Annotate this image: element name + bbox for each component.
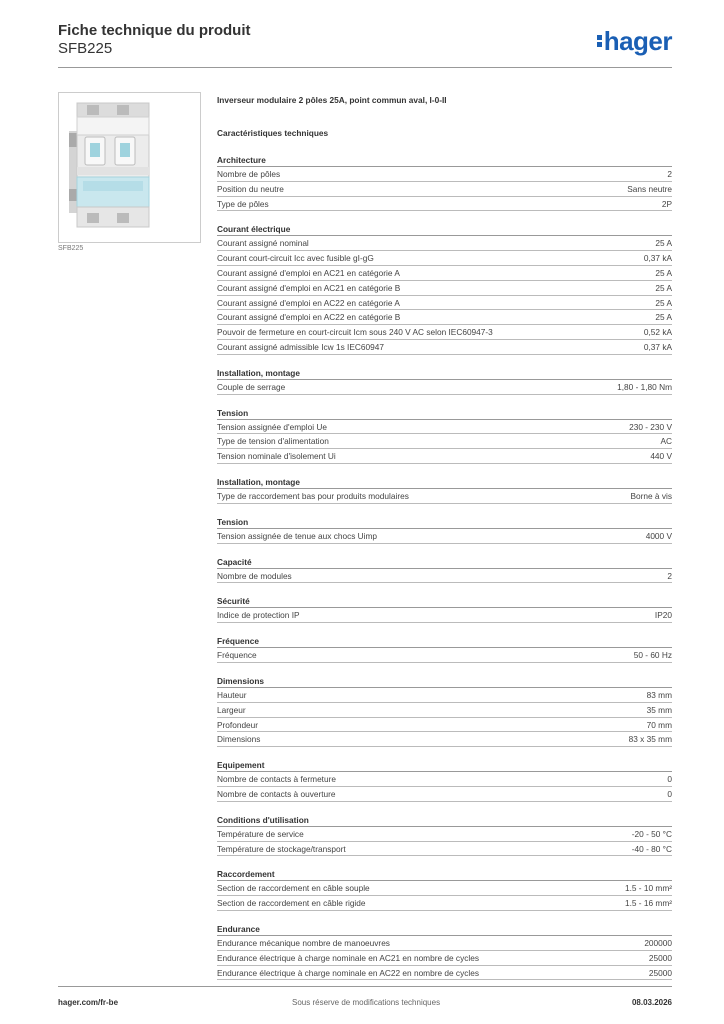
spec-row [217,936,672,951]
spec-row [217,966,672,981]
spec-value: -40 - 80 °C [631,843,672,854]
spec-label: Nombre de pôles [217,169,281,179]
spec-value: 2 [667,169,672,179]
spec-section [217,868,672,911]
spec-row [217,608,672,623]
section-heading: Courant électrique [217,223,672,236]
spec-row [217,449,672,464]
spec-value: 83 mm [646,689,672,700]
spec-label: Tension assignée de tenue aux chocs Uimp [217,530,378,541]
spec-label: Largeur [217,704,246,715]
section-heading: Dimensions [217,675,672,688]
section-heading: Endurance [217,923,672,936]
spec-section [217,675,672,747]
spec-label: Nombre de contacts à fermeture [217,774,336,785]
spec-value: 0,37 kA [643,341,672,352]
spec-value: 25000 [648,967,672,978]
spec-section [217,223,672,354]
spec-value: 440 V [650,451,672,462]
section-heading: Raccordement [217,868,672,881]
spec-label: Courant court-circuit Icc avec fusible gI-gG [217,253,374,264]
spec-row [217,827,672,842]
product-title: Inverseur modulaire 2 pôles 25A, point commun aval, I-0-II [217,95,447,105]
spec-label: Endurance électrique à charge nominale en AC22 en nombre de cycles [217,967,479,978]
spec-row [217,167,672,182]
spec-value: 230 - 230 V [629,421,672,432]
spec-label: Section de raccordement en câble rigide [217,898,366,909]
section-heading: Capacité [217,556,672,569]
spec-label: Courant assigné nominal [217,238,309,249]
spec-label: Type de raccordement bas pour produits modulaires [217,490,409,501]
spec-row [217,296,672,311]
spec-value: 200000 [644,937,672,948]
hager-logo [597,26,672,57]
spec-row [217,281,672,296]
spec-row [217,529,672,544]
spec-row [217,340,672,355]
spec-row [217,896,672,911]
spec-row [217,420,672,435]
spec-row [217,648,672,663]
spec-value: 2P [661,198,672,209]
spec-label: Courant assigné d'emploi en AC21 en catégorie B [217,282,401,293]
spec-row [217,380,672,395]
spec-label: Endurance mécanique nombre de manoeuvres [217,937,390,948]
spec-value: 50 - 60 Hz [633,650,672,661]
spec-row [217,251,672,266]
spec-value: 0,37 kA [643,253,672,264]
spec-value: 0,52 kA [643,327,672,338]
spec-row [217,325,672,340]
logo-text: hager [603,26,672,56]
spec-section [217,516,672,544]
spec-label: Courant assigné admissible Icw 1s IEC60947 [217,341,384,352]
spec-label: Indice de protection IP [217,610,300,621]
spec-row [217,881,672,896]
spec-row [217,688,672,703]
spec-section [217,154,672,211]
spec-row [217,310,672,325]
spec-label: Dimensions [217,734,261,745]
spec-section [217,635,672,663]
footer-disclaimer: Sous réserve de modifications techniques [292,998,441,1007]
spec-label: Nombre de contacts à ouverture [217,788,336,799]
spec-label: Type de pôles [217,198,269,209]
spec-row [217,236,672,251]
spec-section [217,814,672,857]
spec-label: Courant assigné d'emploi en AC21 en catégorie A [217,267,400,278]
section-heading: Equipement [217,759,672,772]
spec-row [217,951,672,966]
section-heading: Conditions d'utilisation [217,814,672,827]
footer-date: 08.03.2026 [631,998,672,1007]
spec-row [217,703,672,718]
section-heading: Tension [217,516,672,529]
spec-value: 1.5 - 16 mm² [624,898,672,909]
spec-section [217,595,672,623]
spec-label: Fréquence [217,650,257,661]
spec-label: Section de raccordement en câble souple [217,883,370,894]
spec-value: 4000 V [645,530,672,541]
header-divider [58,67,672,68]
spec-value: 25 A [655,282,672,293]
spec-label: Température de stockage/transport [217,843,346,854]
section-heading: Architecture [217,154,672,167]
spec-label: Position du neutre [217,183,284,194]
spec-value: 35 mm [646,704,672,715]
spec-label: Température de service [217,828,304,839]
spec-sections [217,154,672,980]
spec-row [217,489,672,504]
spec-content [217,95,672,980]
spec-label: Type de tension d'alimentation [217,436,329,447]
section-heading: Installation, montage [217,476,672,489]
footer-website: hager.com/fr-be [58,998,119,1007]
spec-value: IP20 [654,610,672,621]
spec-row [217,732,672,747]
spec-value: 2 [667,570,672,581]
footer-divider [58,986,672,987]
logo-dots-icon [597,33,602,49]
spec-row [217,718,672,733]
switch-device-icon [59,93,200,242]
spec-value: AC [660,436,672,447]
spec-value: 83 x 35 mm [628,734,672,745]
spec-label: Profondeur [217,719,259,730]
page-header [58,22,672,68]
spec-value: 25 A [655,238,672,249]
spec-value: Borne à vis [630,490,672,501]
spec-label: Pouvoir de fermeture en court-circuit Icm sous 240 V AC selon IEC60947-3 [217,327,493,338]
section-heading: Installation, montage [217,367,672,380]
spec-label: Hauteur [217,689,247,700]
spec-value: 0 [667,788,672,799]
spec-label: Courant assigné d'emploi en AC22 en catégorie A [217,297,400,308]
spec-row [217,772,672,787]
spec-label: Tension assignée d'emploi Ue [217,421,327,432]
page-title: Fiche technique du produit [58,22,251,39]
product-image [58,92,201,243]
section-heading: Tension [217,407,672,420]
section-heading: Sécurité [217,595,672,608]
spec-value: 70 mm [646,719,672,730]
spec-label: Courant assigné d'emploi en AC22 en catégorie B [217,312,401,323]
spec-label: Nombre de modules [217,570,292,581]
section-heading: Fréquence [217,635,672,648]
spec-row [217,842,672,857]
spec-value: 1.5 - 10 mm² [624,883,672,894]
spec-row [217,266,672,281]
spec-label: Couple de serrage [217,381,286,392]
spec-value: 0 [667,774,672,785]
spec-value: 25 A [655,312,672,323]
spec-row [217,434,672,449]
spec-value: -20 - 50 °C [631,828,672,839]
spec-value: Sans neutre [627,183,672,194]
product-reference: SFB225 [58,40,113,57]
spec-label: Endurance électrique à charge nominale en AC21 en nombre de cycles [217,952,479,963]
spec-section [217,556,672,584]
spec-section [217,923,672,980]
spec-value: 25 A [655,297,672,308]
spec-value: 1,80 - 1,80 Nm [617,381,672,392]
spec-row [217,197,672,212]
spec-label: Tension nominale d'isolement Ui [217,451,336,462]
spec-row [217,182,672,197]
spec-section [217,476,672,504]
spec-value: 25 A [655,267,672,278]
specs-heading: Caractéristiques techniques [217,128,329,138]
image-caption: SFB225 [58,245,84,252]
spec-section [217,759,672,802]
spec-section [217,367,672,395]
spec-row [217,787,672,802]
spec-section [217,407,672,464]
spec-row [217,569,672,584]
spec-value: 25000 [648,952,672,963]
